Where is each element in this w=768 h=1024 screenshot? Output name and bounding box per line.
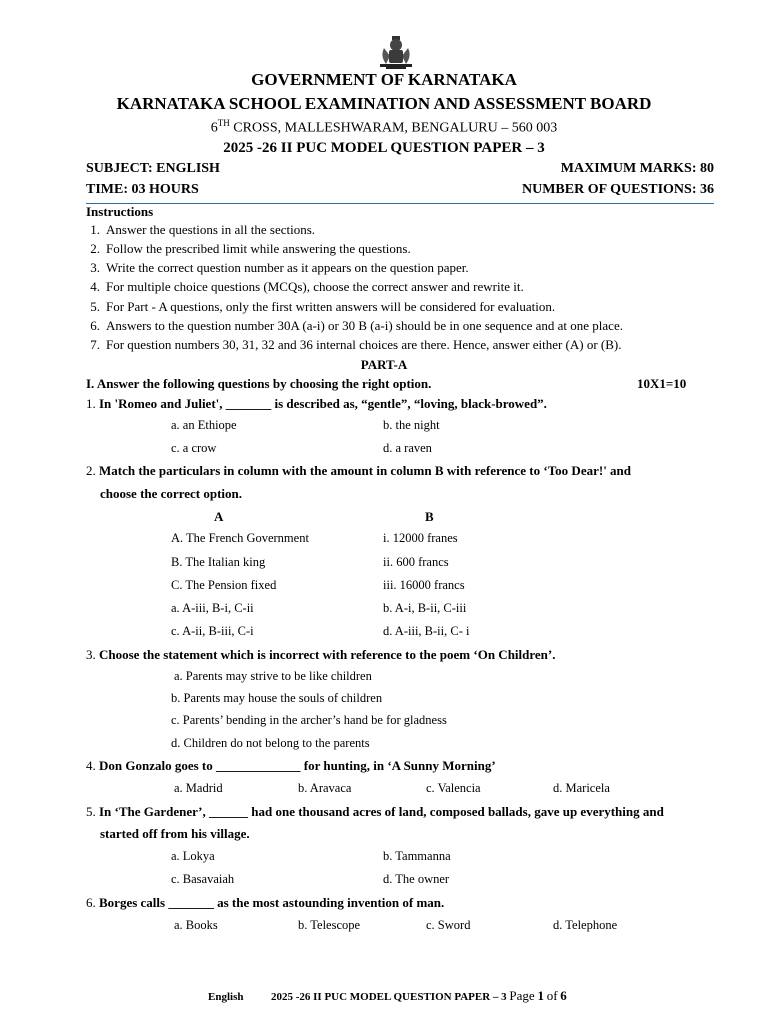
q1-option-b: b. the night xyxy=(383,418,440,432)
q1-option-d: d. a raven xyxy=(383,441,432,455)
paper-title: 2025 -26 II PUC MODEL QUESTION PAPER – 3 xyxy=(223,140,545,156)
q4-option-c: c. Valencia xyxy=(426,781,481,795)
q3-option-d: d. Children do not belong to the parents xyxy=(171,736,370,750)
instruction-item: 2. Follow the prescribed limit while answering the questions. xyxy=(90,241,411,256)
q5-option-b: b. Tammanna xyxy=(383,849,451,863)
board-address: 6TH CROSS, MALLESHWARAM, BENGALURU – 560 003 xyxy=(210,118,558,136)
instruction-item: 6. Answers to the question number 30A (a-i) or 30 B (a-i) should be in one sequence and at one place. xyxy=(90,318,623,333)
q1-option-c: c. a crow xyxy=(171,441,217,455)
q2-match-b: iii. 16000 francs xyxy=(383,578,465,592)
q3-option-c: c. Parents’ bending in the archer’s hand be for gladness xyxy=(171,713,447,727)
page-number: 1 xyxy=(537,988,544,1003)
q6-option-a: a. Books xyxy=(174,918,218,932)
footer-subject: English xyxy=(208,991,244,1003)
time-label: TIME: 03 HOURS xyxy=(86,182,199,197)
instruction-item: 4. For multiple choice questions (MCQs), choose the correct answer and rewrite it. xyxy=(90,279,524,294)
question-5-cont: started off from his village. xyxy=(100,826,250,841)
footer: English 2025 -26 II PUC MODEL QUESTION PAPER – 3 Page 1 of 6 xyxy=(208,988,567,1003)
q2-option-c: c. A-ii, B-iii, C-i xyxy=(171,624,254,638)
karnataka-emblem-icon xyxy=(374,34,418,70)
q2-match-b: i. 12000 franes xyxy=(383,531,458,545)
q6-option-b: b. Telescope xyxy=(298,918,361,932)
q2-match-a: A. The French Government xyxy=(171,531,309,545)
question-3: 3. Choose the statement which is incorrect with reference to the poem ‘On Children’. xyxy=(86,647,556,662)
instruction-item: 1. Answer the questions in all the sections. xyxy=(90,222,316,237)
q2-match-b: ii. 600 francs xyxy=(383,555,449,569)
q2-column-a-header: A xyxy=(214,509,224,524)
page-total: 6 xyxy=(560,988,567,1003)
q6-option-c: c. Sword xyxy=(426,918,471,932)
question-2-cont: choose the correct option. xyxy=(100,486,243,501)
question-1: 1. In 'Romeo and Juliet', _______ is described as, “gentle”, “loving, black-browed”. xyxy=(86,396,547,411)
instruction-item: 3. Write the correct question number as it appears on the question paper. xyxy=(90,260,469,275)
instruction-item: 5. For Part - A questions, only the first written answers will be considered for evaluation. xyxy=(90,299,556,314)
question-5: 5. In ‘The Gardener’, ______ had one thousand acres of land, composed ballads, gave up everything and xyxy=(86,804,664,819)
q4-option-d: d. Maricela xyxy=(553,781,610,795)
government-title: GOVERNMENT OF KARNATAKA xyxy=(251,70,517,89)
q4-option-b: b. Aravaca xyxy=(298,781,352,795)
q2-match-a: B. The Italian king xyxy=(171,555,266,569)
footer-paper-title: 2025 -26 II PUC MODEL QUESTION PAPER – 3 xyxy=(270,991,507,1003)
instruction-item: 7. For question numbers 30, 31, 32 and 36 internal choices are there. Hence, answer either (A) or (B). xyxy=(90,337,622,352)
q5-option-a: a. Lokya xyxy=(171,849,215,863)
instructions-title: Instructions xyxy=(86,204,154,219)
q1-option-a: a. an Ethiope xyxy=(171,418,237,432)
question-6: 6. Borges calls _______ as the most astounding invention of man. xyxy=(86,895,445,910)
subject-label: SUBJECT: ENGLISH xyxy=(86,161,220,176)
header-divider xyxy=(86,203,714,204)
section-heading: I. Answer the following questions by choosing the right option. xyxy=(86,376,432,391)
q2-option-a: a. A-iii, B-i, C-ii xyxy=(171,601,254,615)
q5-option-c: c. Basavaiah xyxy=(171,872,235,886)
num-questions-label: NUMBER OF QUESTIONS: 36 xyxy=(521,182,714,197)
q6-option-d: d. Telephone xyxy=(553,918,618,932)
q2-option-b: b. A-i, B-ii, C-iii xyxy=(383,601,467,615)
q2-match-a: C. The Pension fixed xyxy=(171,578,277,592)
part-a-title: PART-A xyxy=(360,357,408,372)
q5-option-d: d. The owner xyxy=(383,872,450,886)
section-marks: 10X1=10 xyxy=(637,376,687,391)
board-title: KARNATAKA SCHOOL EXAMINATION AND ASSESSMENT BOARD xyxy=(116,94,652,113)
q2-option-d: d. A-iii, B-ii, C- i xyxy=(383,624,470,638)
question-4: 4. Don Gonzalo goes to _____________ for hunting, in ‘A Sunny Morning’ xyxy=(86,758,496,773)
q3-option-a: a. Parents may strive to be like children xyxy=(174,669,372,683)
question-2: 2. Match the particulars in column with the amount in column B with reference to ‘Too Dear!' and xyxy=(86,463,632,478)
q3-option-b: b. Parents may house the souls of children xyxy=(171,691,383,705)
max-marks-label: MAXIMUM MARKS: 80 xyxy=(560,161,714,176)
q2-column-b-header: B xyxy=(425,509,434,524)
q4-option-a: a. Madrid xyxy=(174,781,223,795)
